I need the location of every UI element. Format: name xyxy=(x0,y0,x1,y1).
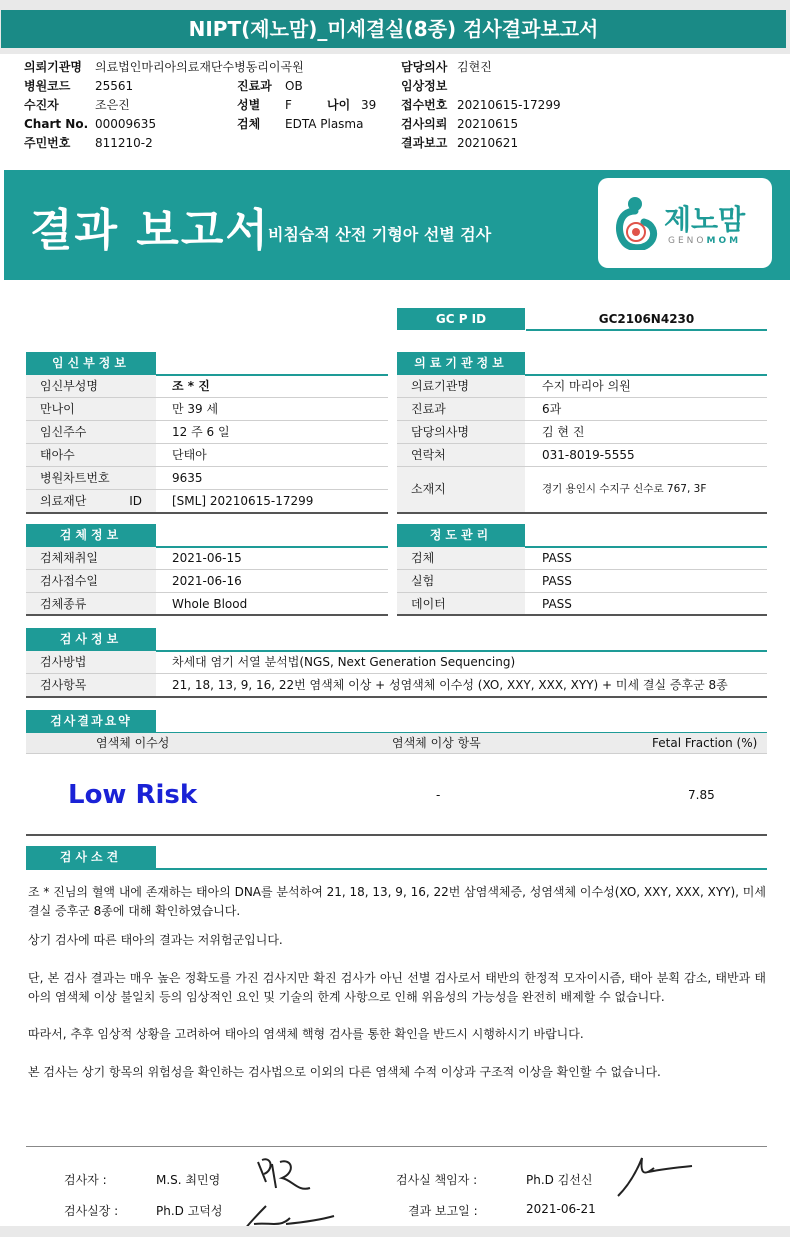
meta-key: 병원코드 xyxy=(24,79,71,93)
head-label: 검사실장 : xyxy=(64,1204,119,1218)
field-value: 수지 마리아 의원 xyxy=(542,379,631,393)
findings-header: 검사소견 xyxy=(26,846,156,868)
meta-key: 수진자 xyxy=(24,98,59,112)
bottom-bar xyxy=(0,1226,790,1237)
header-right xyxy=(401,58,561,153)
logo-eng-b: MOM xyxy=(706,236,742,246)
field-label: 소재지 xyxy=(397,467,525,512)
finding-paragraph: 따라서, 추후 임상적 상황을 고려하여 태아의 염색체 핵형 검사를 통한 확인을 반드시 시행하시기 바랍니다. xyxy=(28,1027,584,1041)
institution-header: 의료기관정보 xyxy=(397,352,525,374)
col-aneuploidy: 염색체 이수성 xyxy=(96,736,170,750)
age-value: 39 xyxy=(361,98,377,112)
divider xyxy=(397,512,767,514)
meta-key: 주민번호 xyxy=(24,136,71,150)
field-label: 검사방법 xyxy=(26,651,156,673)
field-label: 임신부성명 xyxy=(26,375,156,397)
mother-baby-icon xyxy=(612,196,658,250)
meta-value: 김현진 xyxy=(457,60,492,74)
meta-key: 접수번호 xyxy=(401,98,448,112)
meta-value: 20210621 xyxy=(457,136,519,150)
field-value: 2021-06-16 xyxy=(172,574,242,588)
field-value: 만 39 세 xyxy=(172,402,219,416)
meta-value: F xyxy=(285,98,292,112)
field-label: 검체채취일 xyxy=(26,547,156,569)
lead-name: Ph.D 김선신 xyxy=(526,1173,593,1187)
field-value: 차세대 염기 서열 분석법(NGS, Next Generation Sequencing) xyxy=(172,655,516,669)
meta-key: 임상정보 xyxy=(401,79,448,93)
gcpid-underline xyxy=(526,329,767,331)
report-date-label: 결과 보고일 : xyxy=(408,1204,478,1218)
field-value: Whole Blood xyxy=(172,597,248,611)
field-value: 12 주 6 일 xyxy=(172,425,230,439)
tester-label: 검사자 : xyxy=(64,1173,107,1187)
divider xyxy=(26,512,388,514)
meta-key: 의뢰기관명 xyxy=(24,60,82,74)
field-label: 실험 xyxy=(397,570,525,592)
field-label: 담당의사명 xyxy=(397,421,525,443)
result-banner xyxy=(4,170,790,280)
divider xyxy=(26,696,767,698)
qc-status: PASS xyxy=(542,597,572,611)
logo-english xyxy=(668,236,741,246)
fetal-fraction-value: 7.85 xyxy=(688,788,715,802)
qc-header: 정도관리 xyxy=(397,524,525,546)
field-value: 단태아 xyxy=(172,448,207,462)
lead-label: 검사실 책임자 : xyxy=(396,1173,478,1187)
meta-key: 진료과 xyxy=(237,79,272,93)
report-date: 2021-06-21 xyxy=(526,1202,596,1216)
divider xyxy=(397,614,767,616)
field-value: 9635 xyxy=(172,471,203,485)
age-key: 나이 xyxy=(327,98,351,112)
logo-eng-a: GENO xyxy=(668,236,707,246)
col-abnormal-items: 염색체 이상 항목 xyxy=(392,736,481,750)
meta-key: 결과보고 xyxy=(401,136,448,150)
specimen-header: 검체정보 xyxy=(26,524,156,546)
qc-status: PASS xyxy=(542,574,572,588)
field-label: 의료재단 ID xyxy=(26,490,156,512)
head-name: Ph.D 고덕성 xyxy=(156,1204,223,1218)
meta-key: 담당의사 xyxy=(401,60,448,74)
meta-value: 811210-2 xyxy=(95,136,153,150)
divider xyxy=(26,753,767,754)
field-label: 만나이 xyxy=(26,398,156,420)
field-label: 임신주수 xyxy=(26,421,156,443)
meta-key: 검체 xyxy=(237,117,261,131)
field-value: 6과 xyxy=(542,402,562,416)
finding-paragraph: 상기 검사에 따른 태아의 결과는 저위험군입니다. xyxy=(28,933,283,947)
qc-status: PASS xyxy=(542,551,572,565)
meta-value: 의료법인마리아의료재단수병동리이곡원 xyxy=(95,60,304,74)
field-label: 검체 xyxy=(397,547,525,569)
meta-key: 성별 xyxy=(237,98,261,112)
meta-value: 조은진 xyxy=(95,98,130,112)
lead-signature-icon xyxy=(614,1154,696,1200)
meta-value: EDTA Plasma xyxy=(285,117,364,131)
field-value: 21, 18, 13, 9, 16, 22번 염색체 이상 + 성염색체 이수성 (XO, XXY, XXX, XYY) + 미세 결실 증후군 8종 xyxy=(172,678,728,692)
col-fetal-fraction: Fetal Fraction (%) xyxy=(652,736,758,750)
field-value: 김 현 진 xyxy=(542,425,585,439)
gcpid-label: GC P ID xyxy=(397,308,525,330)
tester-signature-icon xyxy=(252,1152,316,1198)
summary-header: 검사결과요약 xyxy=(26,710,156,732)
field-value: [SML] 20210615-17299 xyxy=(172,494,314,508)
abnormal-value: - xyxy=(436,788,441,802)
banner-subtitle: 비침습적 산전 기형아 선별 검사 xyxy=(268,225,492,244)
meta-key: 검사의뢰 xyxy=(401,117,448,131)
test-header: 검사정보 xyxy=(26,628,156,650)
meta-value: 20210615-17299 xyxy=(457,98,561,112)
meta-value: 25561 xyxy=(95,79,134,93)
logo-text: 제노맘 xyxy=(664,203,746,236)
genomom-logo xyxy=(598,178,772,268)
meta-value: OB xyxy=(285,79,303,93)
risk-result: Low Risk xyxy=(68,780,198,810)
finding-paragraph: 조 * 진님의 혈액 내에 존재하는 태아의 DNA를 분석하여 21, 18, 13, 9, 16, 22번 삼염색체증, 성염색체 이수성(XO, XXY, XXX, XYY), 미세 결실 증후군 8종에 대해 확인하였습니다. xyxy=(28,885,766,918)
report-title: NIPT(제노맘)_미세결실(8종) 검사결과보고서 xyxy=(1,10,786,48)
field-label: 병원차트번호 xyxy=(26,467,156,489)
finding-paragraph: 본 검사는 상기 항목의 위험성을 확인하는 검사법으로 이외의 다른 염색체 수적 이상과 구조적 이상을 확인할 수 없습니다. xyxy=(28,1065,661,1079)
field-value: 2021-06-15 xyxy=(172,551,242,565)
divider xyxy=(26,868,767,870)
field-label: 연락처 xyxy=(397,444,525,466)
header-middle xyxy=(237,77,376,134)
field-label: 검사항목 xyxy=(26,674,156,696)
patient-name: 조 * 진 xyxy=(172,379,210,393)
divider xyxy=(26,614,388,616)
field-label: 검체종류 xyxy=(26,593,156,615)
field-label: 진료과 xyxy=(397,398,525,420)
banner-title: 결과 보고서 xyxy=(30,205,270,256)
field-value: 031-8019-5555 xyxy=(542,448,635,462)
field-label: 태아수 xyxy=(26,444,156,466)
tester-name: M.S. 최민영 xyxy=(156,1173,221,1187)
finding-paragraph: 단, 본 검사 결과는 매우 높은 정확도를 가진 검사지만 확진 검사가 아닌 선별 검사로서 태반의 한정적 모자이시즘, 태아 분획 감소, 태반과 태아의 염색체 이상 불일치 등의 임상적인 요인 및 기술의 한계 사항으로 인해 위음성의 가능성을 완전히 배제할 수 없습니다. xyxy=(28,971,766,1004)
divider xyxy=(26,1146,767,1147)
field-label: 의료기관명 xyxy=(397,375,525,397)
meta-key: Chart No. xyxy=(24,117,89,131)
field-value: 경기 용인시 수지구 신수로 767, 3F xyxy=(542,483,707,495)
pregnant-header: 임신부정보 xyxy=(26,352,156,374)
field-label: 데이터 xyxy=(397,593,525,615)
divider xyxy=(26,834,767,836)
meta-value: 00009635 xyxy=(95,117,157,131)
meta-value: 20210615 xyxy=(457,117,519,131)
gcpid-value: GC2106N4230 xyxy=(598,312,695,326)
field-label: 검사접수일 xyxy=(26,570,156,592)
